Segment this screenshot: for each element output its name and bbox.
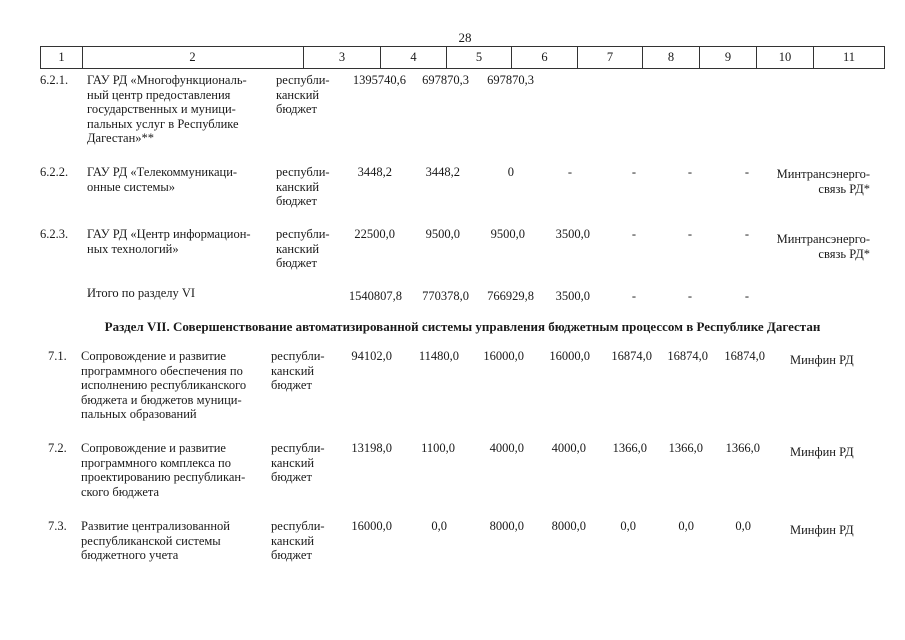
row-name: ГАУ РД «Центр информацион- ных технологий»	[87, 227, 251, 256]
row-col-9: 0,0	[678, 519, 694, 533]
header-col-11: 11	[814, 47, 885, 68]
row-col-8: -	[631, 227, 637, 241]
row-col-4: 22500,0	[354, 227, 395, 241]
row-col-7: 8000,0	[551, 519, 586, 533]
row-col-8: 1366,0	[612, 441, 647, 455]
total-col-9: -	[687, 289, 693, 303]
row-col-4: 16000,0	[351, 519, 392, 533]
total-col-5: 770378,0	[422, 289, 469, 303]
row-col-4: 13198,0	[351, 441, 392, 455]
page-number: 28	[458, 30, 472, 45]
row-number: 6.2.1.	[40, 73, 69, 87]
header-col-3: 3	[304, 47, 381, 68]
row-col-11: Минфин РД	[790, 523, 854, 537]
row-col-4: 94102,0	[351, 349, 392, 363]
row-name: ГАУ РД «Многофункциональ- ный центр предоставления государственных и муници- пальных услуг в Республике Дагестан»**	[87, 73, 247, 145]
row-col-5: 697870,3	[422, 73, 469, 87]
row-col-6: 697870,3	[487, 73, 534, 87]
row-col-6: 9500,0	[490, 227, 525, 241]
row-col-11: Минтрансэнерго- связь РД*	[776, 232, 870, 261]
row-col-7: 16000,0	[549, 349, 590, 363]
header-col-9: 9	[700, 47, 757, 68]
header-col-8: 8	[643, 47, 700, 68]
row-col-9: -	[687, 165, 693, 179]
row-col-5: 11480,0	[418, 349, 459, 363]
row-source: республи- канский бюджет	[271, 519, 325, 562]
total-col-8: -	[631, 289, 637, 303]
row-number: 7.2.	[48, 441, 67, 455]
row-source: республи- канский бюджет	[271, 441, 325, 484]
row-col-4: 1395740,6	[352, 73, 406, 87]
total-col-7: 3500,0	[555, 289, 590, 303]
row-col-6: 4000,0	[489, 441, 524, 455]
row-col-9: -	[687, 227, 693, 241]
total-col-6: 766929,8	[487, 289, 534, 303]
header-col-5: 5	[447, 47, 512, 68]
header-col-1: 1	[40, 47, 83, 68]
header-col-6: 6	[512, 47, 578, 68]
row-col-10: -	[744, 227, 750, 241]
row-col-10: 16874,0	[724, 349, 765, 363]
section-title: Раздел VII. Совершенствование автоматизированной системы управления бюджетным процессом в Республике Дагестан	[104, 319, 821, 334]
row-col-6: 8000,0	[489, 519, 524, 533]
row-col-9: 1366,0	[668, 441, 703, 455]
row-number: 6.2.3.	[40, 227, 69, 241]
row-number: 7.3.	[48, 519, 67, 533]
row-col-11: Минфин РД	[790, 445, 854, 459]
row-col-6: 16000,0	[483, 349, 524, 363]
header-col-4: 4	[381, 47, 447, 68]
row-col-5: 1100,0	[421, 441, 455, 455]
row-source: республи- канский бюджет	[271, 349, 325, 392]
row-col-8: 0,0	[620, 519, 636, 533]
row-number: 7.1.	[48, 349, 67, 363]
row-col-8: -	[631, 165, 637, 179]
row-col-8: 16874,0	[611, 349, 652, 363]
row-source: республи- канский бюджет	[276, 165, 330, 208]
row-col-10: -	[744, 165, 750, 179]
row-col-7: -	[567, 165, 573, 179]
row-source: республи- канский бюджет	[276, 227, 330, 270]
row-col-5: 3448,2	[425, 165, 460, 179]
table-header-row	[40, 47, 885, 69]
row-name: Развитие централизованной республиканской системы бюджетного учета	[81, 519, 230, 562]
row-name: ГАУ РД «Телекоммуникаци- онные системы»	[87, 165, 238, 194]
header-col-2: 2	[82, 47, 304, 68]
row-col-7: 3500,0	[555, 227, 590, 241]
row-col-4: 3448,2	[357, 165, 392, 179]
header-col-7: 7	[578, 47, 643, 68]
row-name: Сопровождение и развитие программного комплекса по проектированию республикан- ского бюджета	[81, 441, 246, 499]
total-col-4: 1540807,8	[348, 289, 402, 303]
row-source: республи- канский бюджет	[276, 73, 330, 116]
row-col-9: 16874,0	[667, 349, 708, 363]
row-col-7: 4000,0	[551, 441, 586, 455]
row-number: 6.2.2.	[40, 165, 69, 179]
total-label: Итого по разделу VI	[87, 286, 196, 300]
row-col-6: 0	[507, 165, 514, 179]
row-col-11: Минтрансэнерго- связь РД*	[776, 167, 870, 196]
row-name: Сопровождение и развитие программного обеспечения по исполнению республиканского бюджета и бюджетов муници- пальных образований	[81, 349, 247, 421]
row-col-11: Минфин РД	[790, 353, 854, 367]
row-col-10: 1366,0	[725, 441, 760, 455]
row-col-5: 0,0	[431, 519, 447, 533]
row-col-5: 9500,0	[425, 227, 460, 241]
row-col-10: 0,0	[735, 519, 751, 533]
total-col-10: -	[744, 289, 750, 303]
header-col-10: 10	[757, 47, 814, 68]
